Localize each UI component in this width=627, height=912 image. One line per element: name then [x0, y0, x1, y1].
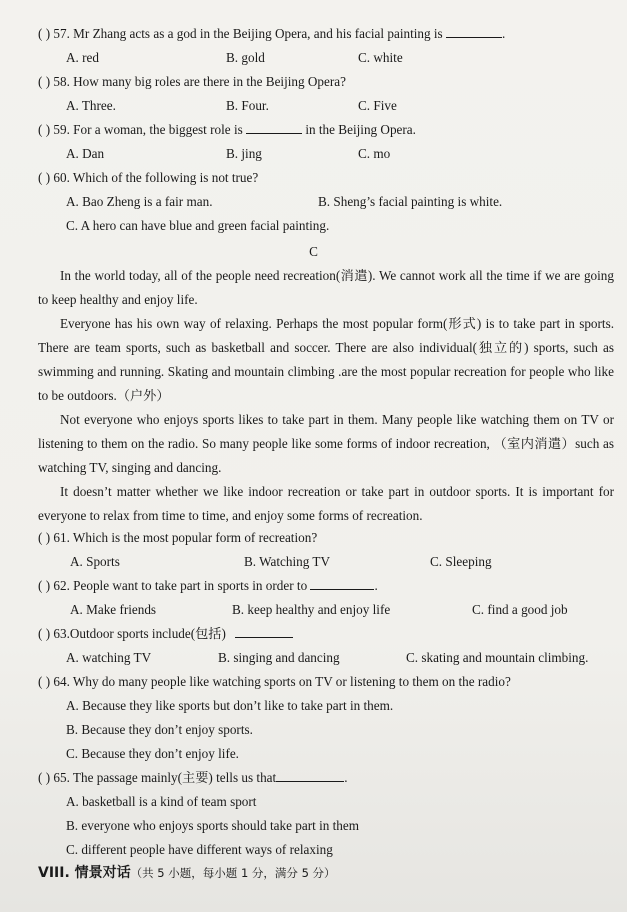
q58-option-b: B. Four.	[226, 98, 269, 113]
passage-paragraph-4	[38, 480, 614, 528]
passage-paragraph-2-text: Everyone has his own way of relaxing. Perhaps the most popular form(形式) is to take part in sports. There are team sports, such as basketball and soccer. There are also individual(独立的) sports, such as swimming and running. Skating and mountain climbing .are the most popular recreation for people who like to be outdoors.（户外）	[38, 316, 614, 403]
q59-option-a: A. Dan	[66, 146, 105, 161]
q62-stem-text: ( ) 62. People want to take part in sports in order to	[38, 578, 308, 593]
passage-paragraph-3	[38, 408, 614, 480]
q65-option-a: A. basketball is a kind of team sport	[66, 794, 257, 809]
q60-option-b: B. Sheng’s facial painting is white.	[318, 194, 503, 209]
q65-option-b: B. everyone who enjoys sports should take part in them	[66, 818, 360, 833]
q61-option-a: A. Sports	[70, 554, 120, 569]
q57-stem	[38, 26, 505, 42]
q62-option-b: B. keep healthy and enjoy life	[232, 602, 391, 617]
q59-stem-post: in the Beijing Opera.	[305, 122, 416, 137]
q59-stem-pre: ( ) 59. For a woman, the biggest role is	[38, 122, 243, 137]
q60-stem: ( ) 60. Which of the following is not true?	[38, 170, 259, 185]
q63-stem-text: ( ) 63.Outdoor sports include(包括)	[38, 626, 226, 641]
q63-option-b: B. singing and dancing	[218, 650, 340, 665]
q61-option-c: C. Sleeping	[430, 554, 492, 569]
q64-option-c: C. Because they don’t enjoy life.	[66, 746, 239, 761]
passage-paragraph-1	[38, 264, 614, 312]
q61-stem: ( ) 61. Which is the most popular form of recreation?	[38, 530, 318, 545]
q65-answer-blank[interactable]	[276, 770, 344, 782]
q57-stem-end: .	[501, 26, 506, 41]
q62-stem	[38, 578, 378, 594]
q63-option-a: A. watching TV	[66, 650, 152, 665]
passage-paragraph-2	[38, 312, 614, 408]
passage-paragraph-4-text: It doesn’t matter whether we like indoor recreation or take part in outdoor sports. It is important for everyone to relax from time to time, and enjoy some forms of recreation.	[38, 484, 614, 523]
section-8-title: VIII. 情景对话	[38, 865, 131, 881]
q63-stem	[38, 626, 293, 642]
q64-stem: ( ) 64. Why do many people like watching sports on TV or listening to them on the radio?	[38, 674, 511, 689]
q58-option-c: C. Five	[358, 98, 397, 113]
passage-paragraph-1-text: In the world today, all of the people need recreation(消遣). We cannot work all the time if we are going to keep healthy and enjoy life.	[38, 268, 614, 307]
section-8-note: （共 5 小题，每小题 1 分，满分 5 分）	[130, 866, 336, 880]
q57-stem-text: ( ) 57. Mr Zhang acts as a god in the Beijing Opera, and his facial painting is	[38, 26, 443, 41]
q64-option-b: B. Because they don’t enjoy sports.	[66, 722, 253, 737]
q62-stem-end: .	[374, 578, 378, 593]
q62-option-a: A. Make friends	[70, 602, 157, 617]
q57-option-a: A. red	[66, 50, 99, 65]
section-c-label: C	[309, 244, 318, 259]
q65-stem-end: .	[344, 770, 348, 785]
q59-option-c: C. mo	[358, 146, 391, 161]
q59-stem	[38, 122, 416, 138]
q57-option-c: C. white	[358, 50, 403, 65]
q60-option-c: C. A hero can have blue and green facial painting.	[66, 218, 330, 233]
q64-option-a: A. Because they like sports but don’t like to take part in them.	[66, 698, 394, 713]
q57-answer-blank[interactable]	[446, 26, 502, 38]
q59-answer-blank[interactable]	[246, 122, 302, 134]
q57-option-b: B. gold	[226, 50, 265, 65]
q65-stem-text: ( ) 65. The passage mainly(主要) tells us that	[38, 770, 277, 785]
q61-option-b: B. Watching TV	[244, 554, 330, 569]
q65-stem	[38, 770, 347, 786]
q62-option-c: C. find a good job	[472, 602, 568, 617]
q62-answer-blank[interactable]	[310, 578, 374, 590]
q65-option-c: C. different people have different ways of relaxing	[66, 842, 333, 857]
q63-answer-blank[interactable]	[235, 626, 293, 638]
q59-option-b: B. jing	[226, 146, 262, 161]
q58-option-a: A. Three.	[66, 98, 116, 113]
passage-paragraph-3-text: Not everyone who enjoys sports likes to take part in them. Many people like watching them on TV or listening to them on the radio. So many people like some forms of indoor recreation, （室内消遣）such as watching TV, singing and dancing.	[38, 412, 614, 475]
q60-option-a: A. Bao Zheng is a fair man.	[66, 194, 213, 209]
section-8-heading	[38, 862, 336, 882]
q58-stem: ( ) 58. How many big roles are there in the Beijing Opera?	[38, 74, 346, 89]
q63-option-c: C. skating and mountain climbing.	[406, 650, 589, 665]
